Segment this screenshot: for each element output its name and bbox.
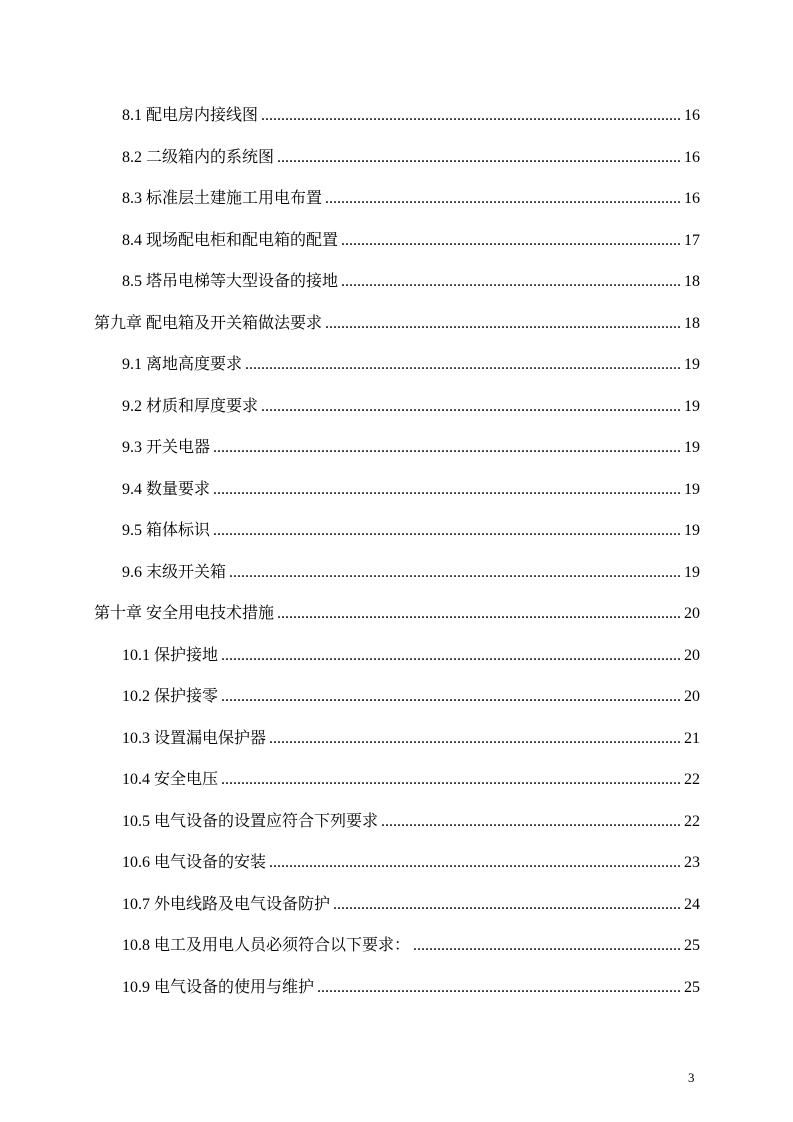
toc-entry-title: 10.5 电气设备的设置应符合下列要求: [122, 812, 379, 830]
toc-leader-dots: [317, 974, 681, 1002]
toc-leader-dots: [229, 559, 681, 587]
toc-leader-dots: [277, 144, 681, 172]
toc-entry-title: 10.9 电气设备的使用与维护: [122, 978, 315, 996]
toc-entry-title: 10.6 电气设备的安装: [122, 854, 267, 871]
toc-entry-page: 16: [684, 190, 700, 207]
toc-leader-dots: [381, 808, 681, 836]
toc-entry-title: 9.2 材质和厚度要求: [122, 397, 259, 415]
toc-entry-page: 19: [684, 563, 700, 581]
toc-leader-dots: [261, 393, 681, 421]
toc-entry-title: 8.4 现场配电柜和配电箱的配置: [122, 231, 339, 249]
toc-entry[interactable]: [94, 932, 700, 974]
toc-leader-dots: [333, 891, 681, 919]
toc-entry-title: 8.3 标准层土建施工用电布置: [122, 190, 323, 207]
toc-entry-page: 19: [684, 480, 700, 498]
toc-entry-page: 25: [684, 937, 700, 954]
toc-entry[interactable]: [94, 808, 700, 850]
toc-leader-dots: [221, 642, 681, 670]
toc-leader-dots: [341, 268, 681, 296]
toc-entry[interactable]: [94, 849, 700, 891]
page-number: 3: [688, 1070, 695, 1085]
toc-leader-dots: [245, 351, 681, 379]
toc-entry-title: 10.2 保护接零: [122, 688, 219, 705]
toc-entry-page: 18: [684, 314, 700, 332]
toc-leader-dots: [341, 227, 681, 255]
toc-leader-dots: [269, 849, 681, 877]
toc-entry[interactable]: [94, 642, 700, 684]
toc-entry[interactable]: [94, 102, 700, 144]
toc-entry-page: 16: [684, 148, 700, 166]
toc-entry-title: 9.3 开关电器: [122, 439, 211, 456]
toc-entry[interactable]: [94, 559, 700, 601]
toc-entry-title: 9.4 数量要求: [122, 480, 211, 498]
toc-entry-page: 22: [684, 771, 700, 788]
toc-entry-page: 23: [684, 854, 700, 871]
toc-leader-dots: [221, 683, 681, 711]
toc-leader-dots: [261, 102, 681, 130]
toc-leader-dots: [325, 185, 681, 213]
toc-entry-title: 10.4 安全电压: [122, 771, 219, 788]
toc-entry-title: 10.7 外电线路及电气设备防护: [122, 895, 331, 913]
toc-entry-title: 9.1 离地高度要求: [122, 356, 243, 373]
toc-entry[interactable]: [94, 891, 700, 933]
toc-entry-page: 19: [684, 397, 700, 415]
toc-entry[interactable]: [94, 393, 700, 435]
toc-entry-page: 16: [684, 107, 700, 124]
toc-entry-page: 21: [684, 729, 700, 747]
toc-entry-title: 10.1 保护接地: [122, 646, 219, 664]
toc-entry[interactable]: [94, 351, 700, 393]
toc-entry-title: 8.1 配电房内接线图: [122, 107, 259, 124]
toc-leader-dots: [269, 725, 681, 753]
toc-leader-dots: [221, 766, 681, 794]
toc-entry-page: 22: [684, 812, 700, 830]
table-of-contents: [94, 102, 700, 1015]
toc-entry-title: 10.3 设置漏电保护器: [122, 729, 267, 747]
toc-entry-page: 20: [684, 646, 700, 664]
toc-entry[interactable]: [94, 185, 700, 227]
toc-leader-dots: [213, 517, 681, 545]
toc-entry-title: 第九章 配电箱及开关箱做法要求: [94, 314, 323, 332]
toc-entry-page: 20: [684, 605, 700, 622]
toc-chapter-entry[interactable]: [94, 310, 700, 352]
toc-entry[interactable]: [94, 227, 700, 269]
toc-entry[interactable]: [94, 434, 700, 476]
toc-entry-page: 17: [684, 231, 700, 249]
toc-leader-dots: [213, 476, 681, 504]
toc-entry[interactable]: [94, 683, 700, 725]
toc-entry-page: 20: [684, 688, 700, 705]
toc-entry-title: 10.8 电工及用电人员必须符合以下要求：: [122, 937, 411, 954]
toc-entry-title: 8.2 二级箱内的系统图: [122, 148, 275, 166]
toc-entry-title: 9.6 末级开关箱: [122, 563, 227, 581]
toc-entry-title: 9.5 箱体标识: [122, 522, 211, 539]
toc-entry-title: 第十章 安全用电技术措施: [94, 605, 275, 622]
toc-entry-page: 24: [684, 895, 700, 913]
toc-entry[interactable]: [94, 974, 700, 1016]
toc-entry[interactable]: [94, 517, 700, 559]
toc-entry-page: 19: [684, 356, 700, 373]
toc-entry[interactable]: [94, 476, 700, 518]
toc-leader-dots: [277, 600, 681, 628]
toc-leader-dots: [325, 310, 681, 338]
toc-entry-page: 19: [684, 439, 700, 456]
toc-entry-page: 18: [684, 273, 700, 290]
toc-entry[interactable]: [94, 144, 700, 186]
toc-entry-page: 25: [684, 978, 700, 996]
toc-chapter-entry[interactable]: [94, 600, 700, 642]
toc-leader-dots: [413, 932, 681, 960]
toc-entry[interactable]: [94, 766, 700, 808]
toc-entry[interactable]: [94, 725, 700, 767]
toc-entry[interactable]: [94, 268, 700, 310]
toc-leader-dots: [213, 434, 681, 462]
toc-entry-page: 19: [684, 522, 700, 539]
toc-entry-title: 8.5 塔吊电梯等大型设备的接地: [122, 273, 339, 290]
